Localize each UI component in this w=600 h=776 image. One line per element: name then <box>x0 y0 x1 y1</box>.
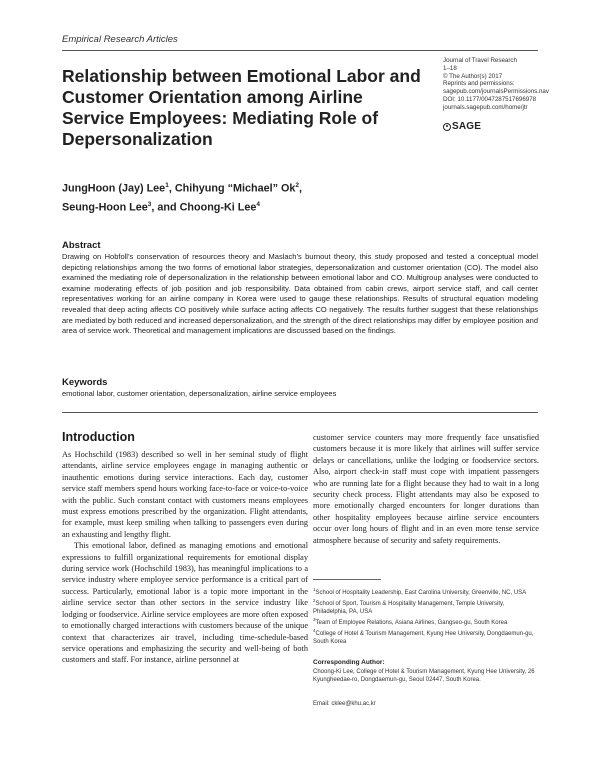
doi[interactable]: DOI: 10.1177/0047287517696978 <box>443 95 537 103</box>
footnote-text: College of Hotel & Tourism Management, Kyung Hee University, Dongdaemun-gu, South Korea <box>313 631 534 645</box>
reprints-label: Reprints and permissions: <box>443 80 515 88</box>
corresponding-author-heading: Corresponding Author: <box>313 659 385 666</box>
footnote-marker: 1 <box>313 587 316 592</box>
sage-wordmark: SAGE <box>452 121 482 132</box>
body-column-right <box>313 432 539 546</box>
permissions-link[interactable]: sagepub.com/journalsPermissions.nav <box>443 88 549 96</box>
affiliation-marker: 2 <box>295 182 300 189</box>
article-title: Relationship between Emotional Labor and Customer Orientation among Airline Service Employees: Mediating Role of Depersonalization <box>62 66 421 149</box>
sage-logo <box>443 121 481 132</box>
author-name: Chihyung “Michael” Ok <box>174 182 296 195</box>
introduction-heading: Introduction <box>62 430 135 444</box>
section-divider <box>62 412 538 413</box>
footnote <box>313 627 539 646</box>
footnote-text: Team of Employee Relations, Asiana Airlines, Gangseo-gu, South Korea <box>315 620 508 626</box>
body-paragraph: customer service counters may more frequently face unsatisfied customers because it is more likely that airlines will suffer service delays or cancellations, unlike the lodging or foodservice sectors. Also, airport check-in staff must cope with impatient passengers who are running late for a flight because they had to wait in a long security check process. Flight attendants may also be exposed to more emotionally charged encounters for longer durations than other hospitality employees because airline service encounters occur over long hours of flight and in an even more tense service atmosphere because of security and safety requirements. <box>313 433 539 545</box>
page-range: 1–18 <box>443 64 457 72</box>
author-name: JungHoon (Jay) Lee <box>62 182 166 195</box>
abstract-heading: Abstract <box>62 240 101 251</box>
footnote-text: School of Hospitality Leadership, East Carolina University, Greenville, NC, USA <box>315 590 527 596</box>
corresponding-author-address: Choong-Ki Lee, College of Hotel & Tourism Management, Kyung Hee University, 26 Kyungheedae-ro, Dongdaemun-gu, Seoul 02447, South Korea. <box>313 669 535 683</box>
affiliation-marker: 4 <box>256 200 261 208</box>
footnote <box>313 586 539 597</box>
footnote-text: School of Sport, Tourism & Hospitality Management, Temple University, Philadelphia, PA, USA <box>313 601 505 615</box>
body-paragraph: This emotional labor, defined as managing emotions and emotional expressions to fulfill organizational requirements for emotional display during service work (Hochschild 1983), has meaningful implications to a service industry where employee service performance is a critical part of success. Particularly, emotional labor is a topic more important in the airline service sector than other sectors in the service industry like lodging or foodservice. Airline service employees are more often exposed to emotionally charged interactions with customers because of the unique context that characterizes air travel, including time-schedule-based service operations and emphasizing the security and well-being of both customers and staff. For instance, airline personnel at <box>62 541 308 665</box>
keywords-text: emotional labor, customer orientation, depersonalization, airline service employees <box>62 389 337 398</box>
footnote-divider <box>313 579 381 580</box>
author-name: Choong-Ki Lee <box>179 201 257 214</box>
abstract-text: Drawing on Hobfoll’s conservation of resources theory and Maslach’s burnout theory, this study proposed and tested a conceptual model depicting relationships among the two forms of emotional labor strategies, depersonalization and customer orientation (CO). The model also examined the mediating role of depersonalization in the relationship between emotional labor and CO. Multigroup analyses were conducted to examine moderating effects of job position and job responsibility. Data obtained from cabin crews, airport service staff, and call center representatives working for an airline company in Korea were used to gauge these relationships. Results of structural equation modeling revealed that deep acting affects CO positively while surface acting affects CO negatively. The results further suggest that these relationships are mediated by both reduced and increased depersonalization, and the strength of the direct relationships may differ by employee position and area of service work. Theoretical and management implications are discussed based on the findings. <box>62 252 538 336</box>
sage-mark-icon <box>443 123 451 131</box>
section-label: Empirical Research Articles <box>62 34 178 45</box>
footnote <box>313 597 539 616</box>
corresponding-author-email[interactable]: Email: cklee@khu.ac.kr <box>313 701 376 707</box>
copyright: © The Author(s) 2017 <box>443 72 503 80</box>
affiliation-footnotes <box>313 586 539 646</box>
journal-name: Journal of Travel Research <box>443 57 517 64</box>
footnote-marker: 2 <box>313 598 316 603</box>
header-divider <box>62 50 538 51</box>
journal-info <box>443 57 553 112</box>
affiliation-marker: 1 <box>165 182 169 189</box>
author-name: Seung-Hoon Lee <box>62 201 148 214</box>
journal-home-link[interactable]: journals.sagepub.com/home/jtr <box>443 103 528 111</box>
footnote-marker: 4 <box>313 628 316 633</box>
footnote <box>313 616 539 627</box>
footnote-marker: 3 <box>313 617 316 622</box>
keywords-heading: Keywords <box>62 377 108 388</box>
affiliation-marker: 3 <box>147 200 152 208</box>
author-list: JungHoon (Jay) Lee$^1$, Chihyung “Michael” Ok$^2$, Seung-Hoon Lee$^3$, and Choong-Ki Lee$^4$ <box>62 182 303 214</box>
body-paragraph: As Hochschild (1983) described so well in her seminal study of flight attendants, airline service employees engage in managing authentic or inauthentic emotions during service interactions. Each day, customer service staff members spend hours working face-to-face or voice-to-voice with the public. Such constant contact with customers means employees must express emotions prescribed by the organization. Flight attendants, for example, must keep smiling when talking to passengers even during an exhausting and lengthy flight. <box>62 450 308 539</box>
body-column-left <box>62 449 308 666</box>
